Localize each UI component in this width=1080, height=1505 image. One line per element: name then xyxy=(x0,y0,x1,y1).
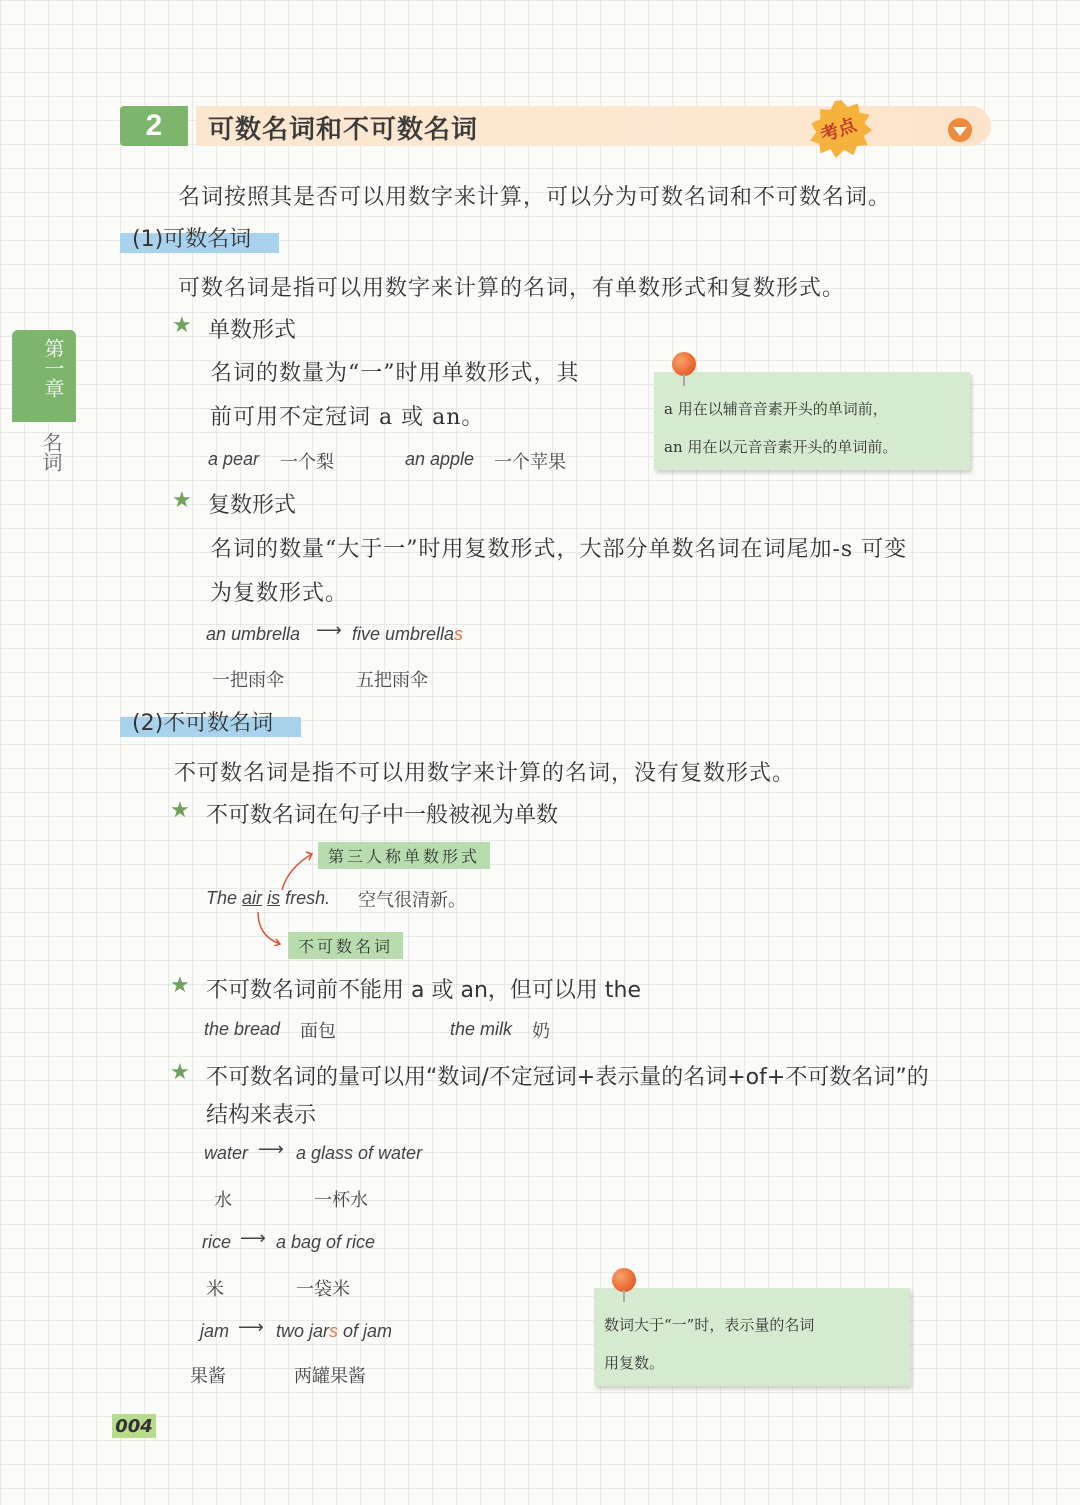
sticky-note xyxy=(594,1288,910,1386)
plural-rule-line2: 为复数形式。 xyxy=(210,581,349,606)
example-en xyxy=(276,1321,392,1342)
uncountable-point3-heading-line2: 结构来表示 xyxy=(206,1103,317,1128)
word-rest: fresh. xyxy=(285,888,331,908)
example-cn: 两罐果酱 xyxy=(294,1366,366,1387)
pin-stem xyxy=(623,1290,625,1302)
example-en-stem: five umbrella xyxy=(352,624,455,644)
example-en: water xyxy=(204,1143,249,1163)
example-en: a glass of water xyxy=(296,1143,423,1163)
section-title: 可数名词和不可数名词 xyxy=(208,115,479,145)
countable-heading: (1)可数名词 xyxy=(120,222,279,253)
example-cn: 五把雨伞 xyxy=(356,670,428,691)
example-en-tail: of jam xyxy=(338,1321,393,1341)
example-en: the milk xyxy=(450,1019,513,1039)
example-cn: 空气很清新。 xyxy=(358,890,466,911)
example-cn: 一个梨 xyxy=(280,452,334,473)
plural-rule-line1: 名词的数量“大于一”时用复数形式，大部分单数名词在词尾加-s 可变 xyxy=(210,537,908,562)
example-cn: 奶 xyxy=(532,1021,550,1042)
pin-icon xyxy=(672,352,696,376)
section-number: 2 xyxy=(120,106,188,146)
page-number: 004 xyxy=(112,1414,156,1438)
singular-rule-line1: 名词的数量为“一”时用单数形式，其 xyxy=(210,361,580,386)
word-is: is xyxy=(267,888,281,908)
note-line: 用复数。 xyxy=(604,1354,665,1372)
uncountable-heading: (2)不可数名词 xyxy=(120,706,301,737)
example-cn: 一杯水 xyxy=(314,1190,368,1211)
arrow-right-icon: ⟶ xyxy=(238,1317,264,1338)
chapter-tab-label: 第一章 xyxy=(41,338,65,398)
example-cn: 一袋米 xyxy=(296,1279,350,1300)
chevron-down-icon[interactable] xyxy=(948,118,972,142)
example-en: rice xyxy=(202,1232,232,1252)
star-icon: ★ xyxy=(172,313,192,338)
word-air: air xyxy=(242,888,263,908)
example-en: a pear xyxy=(208,449,260,469)
example-en-stem: two jar xyxy=(276,1321,330,1341)
annotation-tag: 不可数名词 xyxy=(288,932,403,959)
note-line: a 用在以辅音音素开头的单词前， xyxy=(664,400,888,418)
example-sentence xyxy=(206,888,330,909)
star-icon: ★ xyxy=(170,1060,190,1085)
arrow-right-icon: ⟶ xyxy=(240,1228,266,1249)
star-icon: ★ xyxy=(170,973,190,998)
exam-point-badge-label: 考点 xyxy=(818,114,860,147)
pin-icon xyxy=(612,1268,636,1292)
countable-definition: 可数名词是指可以用数字来计算的名词，有单数形式和复数形式。 xyxy=(178,276,846,301)
example-en: an apple xyxy=(405,449,475,469)
example-en: a bag of rice xyxy=(276,1232,376,1252)
example-en xyxy=(352,624,463,645)
sticky-note xyxy=(654,372,970,470)
uncountable-point2-heading: 不可数名词前不能用 a 或 an，但可以用 the xyxy=(206,978,641,1003)
note-line: 数词大于“一”时，表示量的名词 xyxy=(604,1316,815,1334)
singular-heading: 单数形式 xyxy=(208,318,297,343)
note-line: an 用在以元音音素开头的单词前。 xyxy=(664,438,898,456)
star-icon: ★ xyxy=(172,488,192,513)
example-cn: 一把雨伞 xyxy=(212,670,284,691)
uncountable-definition: 不可数名词是指不可以用数字来计算的名词，没有复数形式。 xyxy=(174,761,796,786)
arrow-right-icon: ⟶ xyxy=(258,1139,284,1160)
plural-suffix: s xyxy=(454,624,464,644)
example-cn: 水 xyxy=(214,1190,232,1211)
plural-heading: 复数形式 xyxy=(208,493,297,518)
example-en: jam xyxy=(200,1321,230,1341)
pin-stem xyxy=(683,374,685,386)
annotation-tag: 第三人称单数形式 xyxy=(318,842,490,869)
example-cn: 果酱 xyxy=(190,1366,226,1387)
plural-suffix: s xyxy=(329,1321,339,1341)
intro-paragraph: 名词按照其是否可以用数字来计算，可以分为可数名词和不可数名词。 xyxy=(178,185,892,210)
example-cn: 面包 xyxy=(300,1021,336,1042)
singular-rule-line2: 前可用不定冠词 a 或 an。 xyxy=(210,405,485,430)
star-icon: ★ xyxy=(170,798,190,823)
example-en: the bread xyxy=(204,1019,281,1039)
example-cn: 米 xyxy=(206,1279,224,1300)
example-en: an umbrella xyxy=(206,624,301,644)
uncountable-point1-heading: 不可数名词在句子中一般被视为单数 xyxy=(206,803,559,828)
word-the: The xyxy=(206,888,238,908)
example-cn: 一个苹果 xyxy=(494,452,566,473)
uncountable-point3-heading-line1: 不可数名词的量可以用“数词/不定冠词+表示量的名词+of+不可数名词”的 xyxy=(206,1065,929,1090)
chapter-topic-label: 名词 xyxy=(39,432,63,472)
arrow-right-icon: ⟶ xyxy=(316,620,342,641)
